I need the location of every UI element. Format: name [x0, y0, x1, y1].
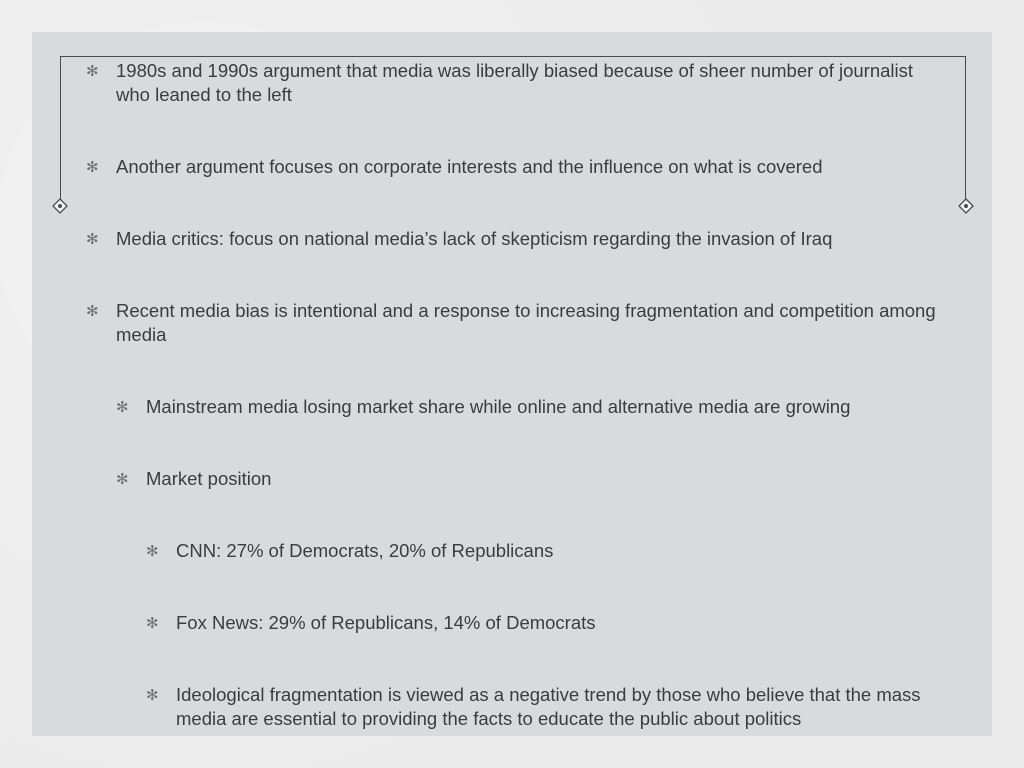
bullet-text: Mainstream media losing market share while online and alternative media are growing [146, 396, 851, 417]
asterisk-bullet-icon: ✻ [86, 303, 99, 320]
bullet-text: Market position [146, 468, 272, 489]
bullet-text: Ideological fragmentation is viewed as a negative trend by those who believe that the mass media are essential to providing the facts to educate the public about politics [176, 684, 921, 729]
bullet-text: Recent media bias is intentional and a response to increasing fragmentation and competition among media [116, 300, 936, 345]
asterisk-bullet-icon: ✻ [86, 231, 99, 248]
bullet-text: Fox News: 29% of Republicans, 14% of Democrats [176, 612, 596, 633]
asterisk-bullet-icon: ✻ [86, 63, 99, 80]
bullet-item [86, 155, 946, 179]
sub-bullet-item [116, 395, 946, 419]
asterisk-bullet-icon: ✻ [86, 159, 99, 176]
bullet-text: Media critics: focus on national media’s lack of skepticism regarding the invasion of Iraq [116, 228, 833, 249]
sub-sub-bullet-item [146, 683, 946, 731]
sub-sub-bullet-item [146, 539, 946, 563]
asterisk-bullet-icon: ✻ [116, 399, 129, 416]
asterisk-bullet-icon: ✻ [146, 543, 159, 560]
bullet-item [86, 59, 946, 107]
bullet-item [86, 299, 946, 347]
sub-bullet-item [116, 467, 946, 491]
asterisk-bullet-icon: ✻ [146, 615, 159, 632]
asterisk-bullet-icon: ✻ [116, 471, 129, 488]
bullet-text: Another argument focuses on corporate interests and the influence on what is covered [116, 156, 823, 177]
asterisk-bullet-icon: ✻ [146, 687, 159, 704]
bullet-text: 1980s and 1990s argument that media was liberally biased because of sheer number of journalist who leaned to the left [116, 60, 914, 105]
sub-sub-bullet-item [146, 611, 946, 635]
bullet-text: CNN: 27% of Democrats, 20% of Republicans [176, 540, 554, 561]
bullet-item [86, 227, 946, 251]
